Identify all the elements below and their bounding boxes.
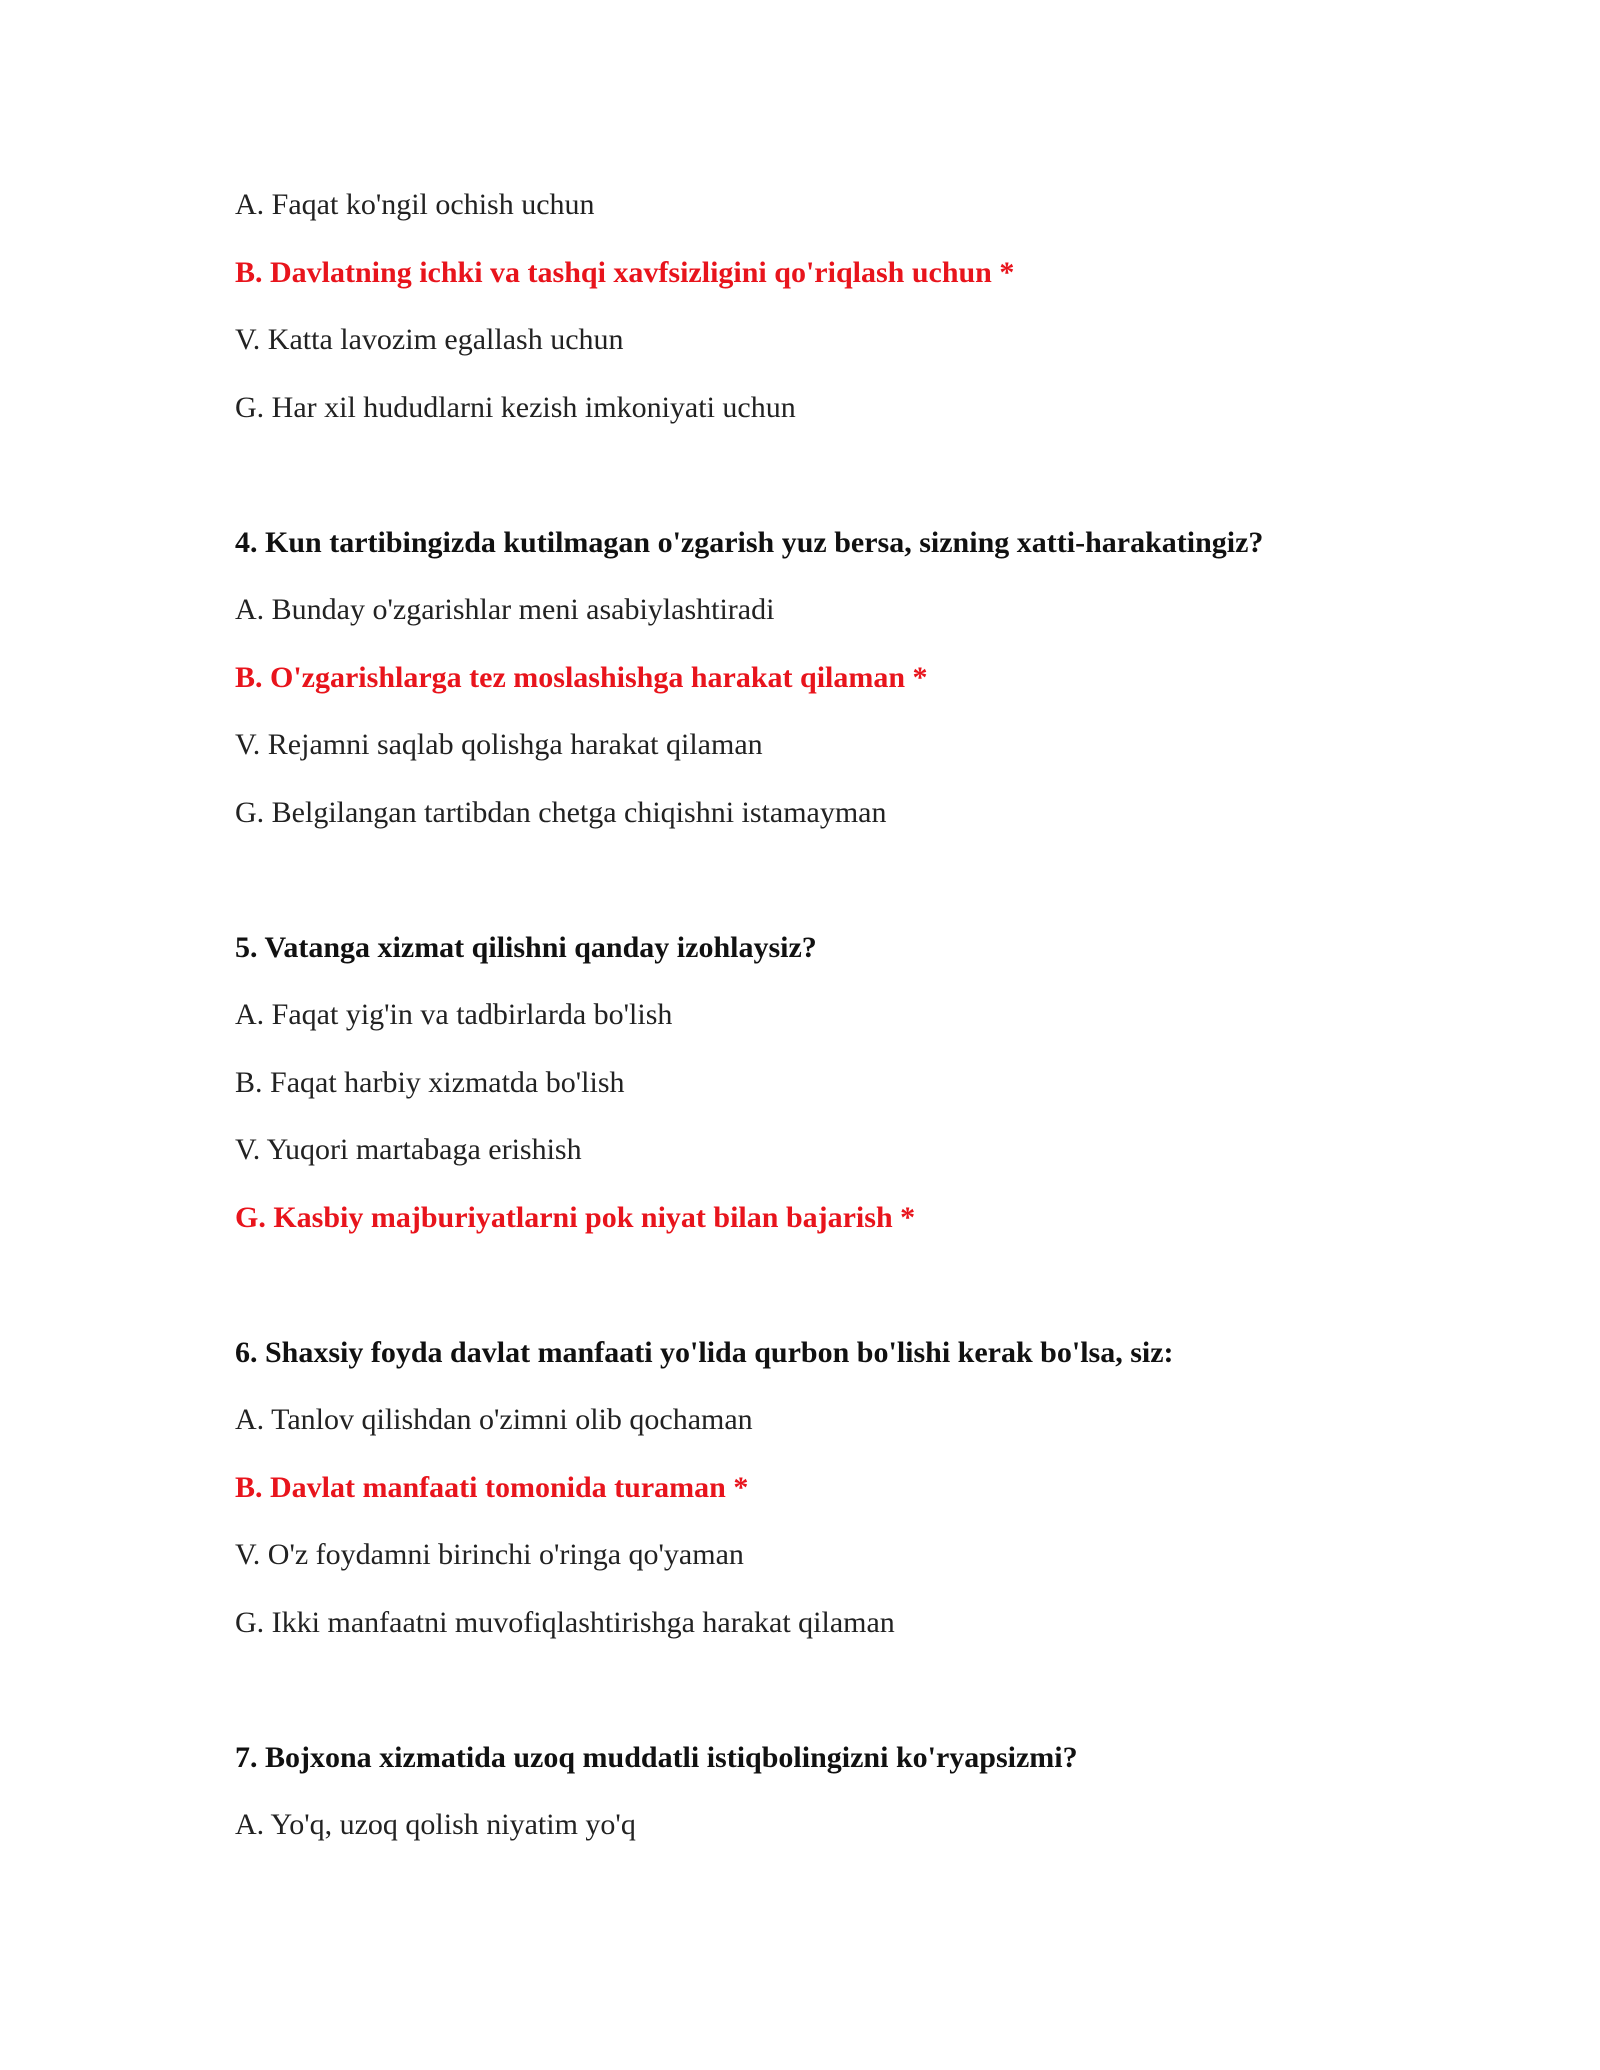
question-heading: 4. Kun tartibingizda kutilmagan o'zgarish yuz bersa, sizning xatti-harakatingiz? bbox=[235, 526, 1264, 559]
question-heading: 5. Vatanga xizmat qilishni qanday izohlaysiz? bbox=[235, 931, 817, 964]
correct-answer-option: B. Davlatning ichki va tashqi xavfsizligini qo'riqlash uchun * bbox=[235, 256, 1015, 289]
answer-option: A. Bunday o'zgarishlar meni asabiylashtiradi bbox=[235, 593, 775, 626]
answer-option: G. Ikki manfaatni muvofiqlashtirishga harakat qilaman bbox=[235, 1606, 895, 1639]
answer-option: V. Katta lavozim egallash uchun bbox=[235, 323, 624, 356]
correct-answer-option: B. Davlat manfaati tomonida turaman * bbox=[235, 1471, 749, 1504]
answer-option: A. Tanlov qilishdan o'zimni olib qochaman bbox=[235, 1403, 753, 1436]
correct-answer-option: G. Kasbiy majburiyatlarni pok niyat bilan bajarish * bbox=[235, 1201, 916, 1234]
answer-option: V. Rejamni saqlab qolishga harakat qilaman bbox=[235, 728, 763, 761]
answer-option: V. O'z foydamni birinchi o'ringa qo'yaman bbox=[235, 1538, 744, 1571]
question-heading: 6. Shaxsiy foyda davlat manfaati yo'lida qurbon bo'lishi kerak bo'lsa, siz: bbox=[235, 1336, 1174, 1369]
answer-option: V. Yuqori martabaga erishish bbox=[235, 1133, 582, 1166]
answer-option: B. Faqat harbiy xizmatda bo'lish bbox=[235, 1066, 625, 1099]
answer-option: A. Faqat ko'ngil ochish uchun bbox=[235, 188, 595, 221]
answer-option: G. Belgilangan tartibdan chetga chiqishni istamayman bbox=[235, 796, 887, 829]
correct-answer-option: B. O'zgarishlarga tez moslashishga harakat qilaman * bbox=[235, 661, 928, 694]
answer-option: A. Faqat yig'in va tadbirlarda bo'lish bbox=[235, 998, 673, 1031]
question-heading: 7. Bojxona xizmatida uzoq muddatli istiqbolingizni ko'ryapsizmi? bbox=[235, 1741, 1078, 1774]
answer-option: A. Yo'q, uzoq qolish niyatim yo'q bbox=[235, 1808, 636, 1841]
answer-option: G. Har xil hududlarni kezish imkoniyati uchun bbox=[235, 391, 796, 424]
